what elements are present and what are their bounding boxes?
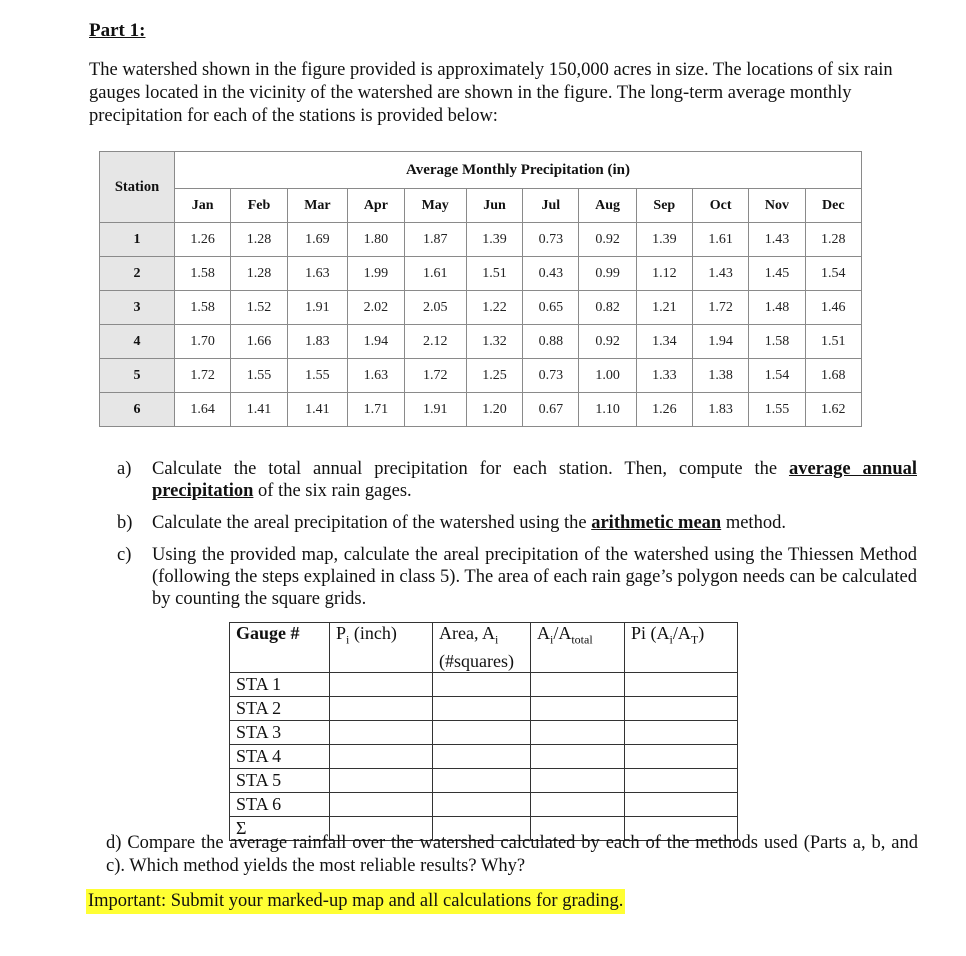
month-header: Mar — [287, 189, 348, 223]
precip-value: 0.92 — [579, 223, 636, 257]
gauge-label: STA 4 — [230, 744, 330, 768]
precip-value: 1.72 — [404, 359, 466, 393]
empty-cell[interactable] — [433, 672, 531, 696]
precip-value: 1.22 — [466, 291, 522, 325]
precip-value: 1.45 — [749, 257, 805, 291]
precip-value: 1.55 — [287, 359, 348, 393]
empty-cell[interactable] — [531, 792, 625, 816]
precip-value: 1.41 — [287, 393, 348, 427]
precip-value: 1.91 — [287, 291, 348, 325]
precip-value: 1.91 — [404, 393, 466, 427]
precip-value: 0.92 — [579, 325, 636, 359]
empty-cell[interactable] — [625, 792, 738, 816]
part-title: Part 1: — [89, 20, 146, 41]
precip-value: 1.28 — [231, 223, 287, 257]
precip-value: 0.65 — [523, 291, 579, 325]
question-b-text-before: Calculate the areal precipitation of the watershed using the — [152, 513, 592, 533]
empty-cell[interactable] — [531, 768, 625, 792]
gauge-label: STA 2 — [230, 696, 330, 720]
empty-cell[interactable] — [433, 768, 531, 792]
weighted-precip-header: Pi $(A_i/A_T)$ — [625, 623, 738, 673]
question-c-text: Using the provided map, calculate the areal precipitation of the watershed using the Thiessen Method (following the steps explained in class 5). The area of each rain gage’s polygon needs can be calculated by counting the square grids. — [152, 545, 917, 609]
precipitation-table — [99, 151, 862, 427]
precip-value: 1.70 — [175, 325, 231, 359]
empty-cell[interactable] — [330, 720, 433, 744]
empty-cell[interactable] — [531, 672, 625, 696]
precip-value: 1.83 — [287, 325, 348, 359]
area-header: Area, $A_i$ (#squares) — [433, 623, 531, 673]
precip-value: 1.87 — [404, 223, 466, 257]
station-number: 4 — [100, 325, 175, 359]
precip-value: 0.43 — [523, 257, 579, 291]
question-b — [117, 512, 917, 534]
empty-cell[interactable] — [625, 696, 738, 720]
empty-cell[interactable] — [330, 768, 433, 792]
precip-value: 1.94 — [348, 325, 404, 359]
questions — [117, 458, 917, 620]
gauge-label: STA 1 — [230, 672, 330, 696]
question-a-emphasis: average annual precipitation — [152, 459, 917, 501]
question-b-emphasis: arithmetic mean — [591, 513, 722, 533]
precip-value: 1.71 — [348, 393, 404, 427]
group-header: Average Monthly Precipitation (in) — [175, 152, 862, 189]
precip-value: 1.46 — [805, 291, 861, 325]
precip-value: 1.26 — [636, 393, 692, 427]
empty-cell[interactable] — [531, 744, 625, 768]
ratio-header: $A_i/A_{total}$ — [531, 623, 625, 673]
precip-value: 0.67 — [523, 393, 579, 427]
month-header: Oct — [692, 189, 748, 223]
month-header: May — [404, 189, 466, 223]
precip-value: 0.99 — [579, 257, 636, 291]
empty-cell[interactable] — [531, 720, 625, 744]
thiessen-row — [230, 792, 738, 816]
empty-cell[interactable] — [330, 792, 433, 816]
precip-value: 1.80 — [348, 223, 404, 257]
gauge-label: STA 6 — [230, 792, 330, 816]
question-c — [117, 544, 917, 610]
precip-value: 1.12 — [636, 257, 692, 291]
precip-value: 1.61 — [404, 257, 466, 291]
month-header: Jun — [466, 189, 522, 223]
precip-value: 1.83 — [692, 393, 748, 427]
gauge-label: Σ — [230, 816, 330, 840]
precip-value: 1.51 — [466, 257, 522, 291]
precip-value: 1.25 — [466, 359, 522, 393]
station-number: 2 — [100, 257, 175, 291]
precip-value: 0.88 — [523, 325, 579, 359]
precip-value: 1.28 — [231, 257, 287, 291]
precip-value: 1.69 — [287, 223, 348, 257]
precip-value: 1.94 — [692, 325, 748, 359]
precip-value: 1.68 — [805, 359, 861, 393]
precip-value: 1.33 — [636, 359, 692, 393]
empty-cell[interactable] — [433, 744, 531, 768]
month-header: Dec — [805, 189, 861, 223]
precip-value: 1.58 — [175, 291, 231, 325]
thiessen-row — [230, 768, 738, 792]
empty-cell[interactable] — [625, 768, 738, 792]
question-a-label: a) — [117, 459, 132, 479]
empty-cell[interactable] — [625, 672, 738, 696]
empty-cell[interactable] — [330, 672, 433, 696]
station-row — [100, 359, 862, 393]
thiessen-row — [230, 696, 738, 720]
station-row — [100, 223, 862, 257]
precip-value: 1.52 — [231, 291, 287, 325]
precip-value: 1.39 — [466, 223, 522, 257]
precip-value: 1.51 — [805, 325, 861, 359]
month-header: Jul — [523, 189, 579, 223]
precip-value: 1.54 — [749, 359, 805, 393]
precip-value: 1.55 — [231, 359, 287, 393]
station-number: 1 — [100, 223, 175, 257]
gauge-label: STA 5 — [230, 768, 330, 792]
month-header: Sep — [636, 189, 692, 223]
precip-value: 0.73 — [523, 359, 579, 393]
precip-value: 1.72 — [692, 291, 748, 325]
question-b-text-after: method. — [721, 513, 786, 533]
station-number: 6 — [100, 393, 175, 427]
precip-value: 0.82 — [579, 291, 636, 325]
station-number: 3 — [100, 291, 175, 325]
question-a — [117, 458, 917, 502]
precip-value: 1.26 — [175, 223, 231, 257]
station-row — [100, 393, 862, 427]
precip-value: 2.12 — [404, 325, 466, 359]
empty-cell[interactable] — [433, 696, 531, 720]
precip-value: 1.28 — [805, 223, 861, 257]
station-number: 5 — [100, 359, 175, 393]
month-header: Apr — [348, 189, 404, 223]
precip-value: 1.39 — [636, 223, 692, 257]
precip-value: 2.02 — [348, 291, 404, 325]
precip-value: 1.21 — [636, 291, 692, 325]
station-row — [100, 257, 862, 291]
question-a-text-before: Calculate the total annual precipitation for each station. Then, compute the — [152, 459, 789, 479]
question-b-label: b) — [117, 513, 133, 533]
precip-value: 2.05 — [404, 291, 466, 325]
gauge-header: Gauge # — [230, 623, 330, 673]
precip-value: 1.43 — [692, 257, 748, 291]
precip-value: 1.48 — [749, 291, 805, 325]
precip-value: 1.62 — [805, 393, 861, 427]
precip-value: 1.41 — [231, 393, 287, 427]
question-c-label: c) — [117, 545, 132, 565]
thiessen-table — [229, 622, 738, 841]
empty-cell[interactable] — [330, 696, 433, 720]
precip-header: $P_i$ (inch) — [330, 623, 433, 673]
precip-value: 1.64 — [175, 393, 231, 427]
precip-value: 1.63 — [348, 359, 404, 393]
thiessen-body — [230, 672, 738, 840]
precip-value: 1.61 — [692, 223, 748, 257]
month-header: Feb — [231, 189, 287, 223]
precip-value: 1.99 — [348, 257, 404, 291]
month-header-row — [100, 189, 862, 223]
precip-value: 1.58 — [749, 325, 805, 359]
precipitation-body — [100, 223, 862, 427]
precip-value: 1.66 — [231, 325, 287, 359]
station-header: Station — [100, 152, 175, 223]
precip-value: 1.43 — [749, 223, 805, 257]
month-header: Aug — [579, 189, 636, 223]
gauge-label: STA 3 — [230, 720, 330, 744]
station-row — [100, 325, 862, 359]
intro-paragraph: The watershed shown in the figure provided is approximately 150,000 acres in size. The locations of six rain gauges located in the vicinity of the watershed are shown in the figure. The long-term average monthly precipitation for each of the stations is provided below: — [89, 60, 893, 126]
thiessen-row — [230, 720, 738, 744]
question-a-text-after: of the six rain gages. — [253, 481, 412, 501]
precip-value: 1.20 — [466, 393, 522, 427]
empty-cell[interactable] — [433, 720, 531, 744]
month-header: Jan — [175, 189, 231, 223]
important-note: Important: Submit your marked-up map and all calculations for grading. — [86, 889, 625, 914]
empty-cell[interactable] — [433, 792, 531, 816]
precip-value: 1.38 — [692, 359, 748, 393]
empty-cell[interactable] — [625, 744, 738, 768]
thiessen-row — [230, 672, 738, 696]
precip-value: 0.73 — [523, 223, 579, 257]
precip-value: 1.54 — [805, 257, 861, 291]
precip-value: 1.58 — [175, 257, 231, 291]
empty-cell[interactable] — [625, 720, 738, 744]
station-row — [100, 291, 862, 325]
empty-cell[interactable] — [531, 696, 625, 720]
empty-cell[interactable] — [330, 744, 433, 768]
precip-value: 1.32 — [466, 325, 522, 359]
precip-value: 1.55 — [749, 393, 805, 427]
question-d: d) Compare the average rainfall over the watershed calculated by each of the methods used (Parts a, b, and c). Which method yields the most reliable results? Why? — [106, 833, 918, 876]
thiessen-row — [230, 744, 738, 768]
precip-value: 1.63 — [287, 257, 348, 291]
precip-value: 1.00 — [579, 359, 636, 393]
month-header: Nov — [749, 189, 805, 223]
precip-value: 1.10 — [579, 393, 636, 427]
precip-value: 1.34 — [636, 325, 692, 359]
precip-value: 1.72 — [175, 359, 231, 393]
